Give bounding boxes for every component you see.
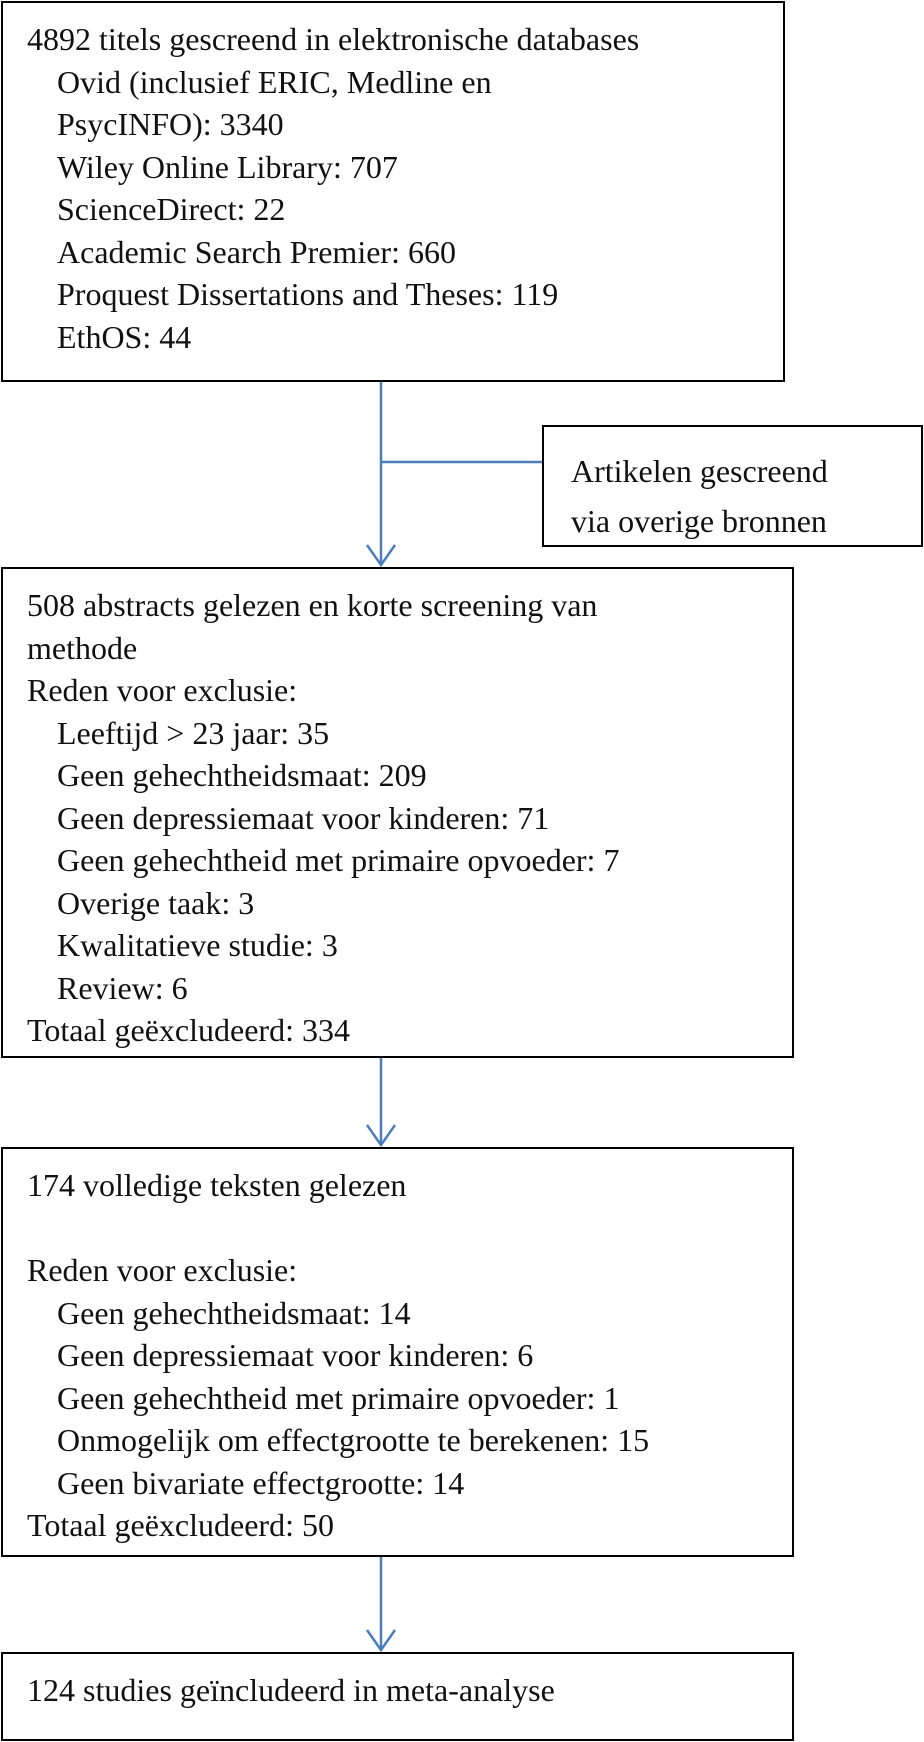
abstracts-reason-primary-caregiver: Geen gehechtheid met primaire opvoeder: 7 xyxy=(57,842,620,878)
fulltext-reason-bivariate: Geen bivariate effectgrootte: 14 xyxy=(57,1464,465,1501)
abstracts-title-line-2: methode xyxy=(27,629,138,666)
abstracts-reason-review: Review: 6 xyxy=(57,969,188,1006)
databases-line-academic-search: Academic Search Premier: 660 xyxy=(57,233,456,270)
fulltext-exclusion-heading: Reden voor exclusie: xyxy=(27,1252,298,1288)
fulltext-reason-effect-size: Onmogelijk om effectgrootte te berekenen: 15 xyxy=(57,1422,650,1458)
abstracts-box xyxy=(1,567,794,1058)
fulltext-reason-primary-caregiver: Geen gehechtheid met primaire opvoeder: 1 xyxy=(57,1379,620,1416)
abstracts-reason-depression-measure: Geen depressiemaat voor kinderen: 71 xyxy=(57,799,550,836)
databases-line-proquest: Proquest Dissertations and Theses: 119 xyxy=(57,276,559,312)
databases-box xyxy=(1,1,785,382)
databases-title: 4892 titels gescreend in elektronische databases xyxy=(27,21,640,57)
other-sources-line-1: Artikelen gescreend xyxy=(571,453,828,489)
abstracts-exclusion-heading: Reden voor exclusie: xyxy=(27,672,298,708)
databases-line-ovid: Ovid (inclusief ERIC, Medline en xyxy=(57,63,492,100)
fulltext-total-excluded: Totaal geëxcludeerd: 50 xyxy=(27,1507,334,1543)
databases-line-sciencedirect: ScienceDirect: 22 xyxy=(57,191,286,227)
abstracts-reason-qualitative: Kwalitatieve studie: 3 xyxy=(57,927,338,963)
abstracts-title-line-1: 508 abstracts gelezen en korte screening van xyxy=(27,587,598,623)
databases-line-wiley: Wiley Online Library: 707 xyxy=(57,148,398,185)
other-sources-box xyxy=(542,425,923,547)
abstracts-reason-attachment-measure: Geen gehechtheidsmaat: 209 xyxy=(57,757,427,793)
fulltext-reason-depression-measure: Geen depressiemaat voor kinderen: 6 xyxy=(57,1337,534,1373)
other-sources-line-2: via overige bronnen xyxy=(571,503,827,539)
abstracts-reason-other-task: Overige taak: 3 xyxy=(57,884,255,921)
included-box xyxy=(1,1652,794,1741)
abstracts-total-excluded: Totaal geëxcludeerd: 334 xyxy=(27,1012,350,1048)
fulltext-reason-attachment-measure: Geen gehechtheidsmaat: 14 xyxy=(57,1294,411,1331)
fulltext-spacer xyxy=(27,1207,792,1250)
abstracts-reason-age: Leeftijd > 23 jaar: 35 xyxy=(57,714,330,751)
databases-line-psycinfo: PsycINFO): 3340 xyxy=(57,106,284,142)
fulltext-box xyxy=(1,1147,794,1557)
fulltext-title: 174 volledige teksten gelezen xyxy=(27,1167,407,1203)
included-studies-text: 124 studies geïncludeerd in meta-analyse xyxy=(27,1672,555,1708)
databases-line-ethos: EthOS: 44 xyxy=(57,318,192,355)
